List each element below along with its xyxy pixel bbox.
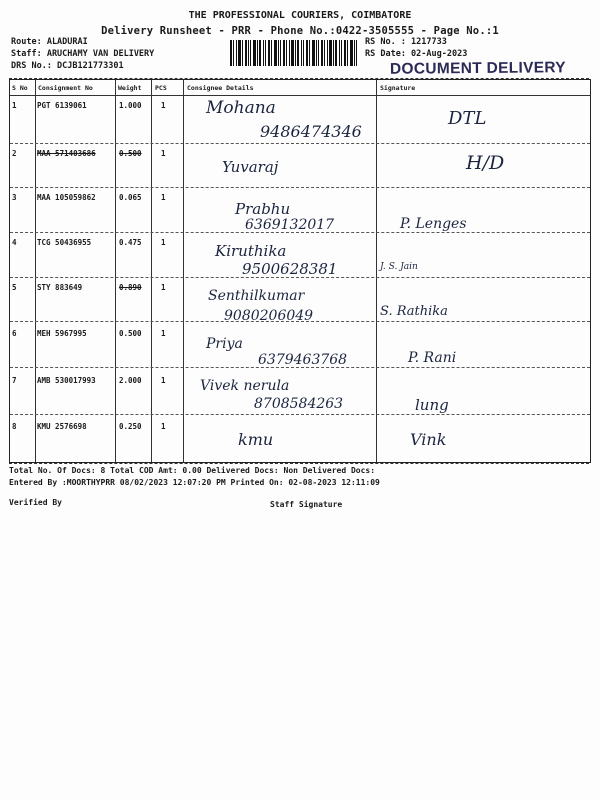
col-header-consignee: Consignee Details bbox=[187, 84, 254, 92]
totals-line: Total No. Of Docs: 8 Total COD Amt: 0.00 Delivered Docs: Non Delivered Docs: bbox=[9, 466, 376, 475]
signature: P. Lenges bbox=[400, 216, 467, 232]
signature: J. S. Jain bbox=[380, 262, 418, 272]
header-divider bbox=[10, 95, 590, 96]
table-cell-sno: 2 bbox=[12, 149, 17, 158]
row-divider bbox=[10, 187, 590, 188]
col-divider bbox=[115, 80, 116, 462]
table-cell-pcs: 1 bbox=[161, 101, 166, 110]
table-cell-consignment: MEH 5967995 bbox=[37, 329, 87, 338]
table-cell-pcs: 1 bbox=[161, 376, 166, 385]
consignee-phone: 6369132017 bbox=[245, 217, 335, 233]
runsheet-table bbox=[9, 79, 591, 463]
signature: P. Rani bbox=[408, 350, 457, 366]
col-header-consignment: Consignment No bbox=[38, 84, 93, 92]
row-divider bbox=[10, 414, 590, 415]
table-cell-weight: 0.250 bbox=[119, 422, 142, 431]
signature: S. Rathika bbox=[380, 304, 448, 319]
table-cell-consignment: STY 883649 bbox=[37, 283, 83, 292]
consignee-phone: 9500628381 bbox=[242, 260, 338, 278]
consignee-name: Prabhu bbox=[235, 200, 291, 218]
consignee-name: kmu bbox=[238, 430, 274, 449]
table-cell-weight: 0.890 bbox=[119, 283, 142, 292]
barcode bbox=[230, 40, 357, 66]
staff-label: Staff: ARUCHAMY VAN DELIVERY bbox=[11, 49, 155, 59]
company-title: THE PROFESSIONAL COURIERS, COIMBATORE bbox=[188, 10, 412, 21]
consignee-phone: 9080206049 bbox=[224, 308, 314, 324]
drs-number: DRS No.: DCJB121773301 bbox=[11, 61, 124, 71]
col-header-sno: S No bbox=[12, 84, 28, 92]
consignee-name: Yuvaraj bbox=[222, 158, 279, 176]
table-cell-sno: 6 bbox=[12, 329, 17, 338]
table-cell-pcs: 1 bbox=[161, 283, 166, 292]
signature: DTL bbox=[448, 108, 487, 129]
table-cell-pcs: 1 bbox=[161, 193, 166, 202]
table-cell-weight: 0.500 bbox=[119, 329, 142, 338]
table-cell-weight: 0.500 bbox=[119, 149, 142, 158]
table-cell-consignment: TCG 50436955 bbox=[37, 238, 92, 247]
entered-by-line: Entered By :MOORTHYPRR 08/02/2023 12:07:20 PM Printed On: 02-08-2023 12:11:09 bbox=[9, 478, 380, 487]
table-cell-sno: 3 bbox=[12, 193, 17, 202]
table-cell-weight: 1.000 bbox=[119, 101, 142, 110]
consignee-name: Vivek nerula bbox=[200, 378, 290, 394]
signature: lung bbox=[415, 396, 449, 414]
table-cell-sno: 5 bbox=[12, 283, 17, 292]
table-cell-pcs: 1 bbox=[161, 422, 166, 431]
signature: Vink bbox=[410, 430, 447, 449]
consignee-name: Senthilkumar bbox=[208, 288, 305, 304]
row-divider bbox=[10, 143, 590, 144]
consignee-name: Mohana bbox=[206, 98, 276, 118]
verified-by-label: Verified By bbox=[9, 498, 62, 507]
table-cell-sno: 8 bbox=[12, 422, 17, 431]
table-cell-weight: 0.475 bbox=[119, 238, 142, 247]
table-cell-sno: 4 bbox=[12, 238, 17, 247]
col-divider bbox=[183, 80, 184, 462]
table-cell-sno: 7 bbox=[12, 376, 17, 385]
route-label: Route: ALADURAI bbox=[11, 37, 88, 47]
document-delivery-stamp: DOCUMENT DELIVERY bbox=[389, 59, 566, 78]
table-cell-pcs: 1 bbox=[161, 329, 166, 338]
table-cell-consignment: PGT 6139061 bbox=[37, 101, 87, 110]
consignee-name: Kiruthika bbox=[215, 242, 287, 260]
col-divider bbox=[151, 80, 152, 462]
table-cell-consignment: KMU 2576698 bbox=[37, 422, 87, 431]
table-bottom-divider bbox=[9, 463, 589, 464]
rs-date: RS Date: 02-Aug-2023 bbox=[365, 49, 468, 59]
table-cell-weight: 2.000 bbox=[119, 376, 142, 385]
table-cell-consignment: MAA 571403686 bbox=[37, 149, 96, 158]
col-header-signature: Signature bbox=[380, 84, 416, 92]
consignee-phone: 6379463768 bbox=[258, 352, 348, 368]
consignee-phone: 8708584263 bbox=[254, 396, 344, 412]
col-header-weight: Weight bbox=[118, 84, 142, 92]
consignee-name: Priya bbox=[206, 336, 243, 352]
table-cell-pcs: 1 bbox=[161, 149, 166, 158]
col-divider bbox=[35, 80, 36, 462]
table-cell-consignment: AMB 530017993 bbox=[37, 376, 96, 385]
table-cell-consignment: MAA 105059862 bbox=[37, 193, 96, 202]
signature: H/D bbox=[466, 152, 505, 174]
table-cell-weight: 0.065 bbox=[119, 193, 142, 202]
col-header-pcs: PCS bbox=[155, 84, 167, 92]
col-divider bbox=[376, 80, 377, 462]
table-cell-sno: 1 bbox=[12, 101, 17, 110]
rs-number: RS No. : 1217733 bbox=[365, 37, 447, 47]
runsheet-subtitle: Delivery Runsheet - PRR - Phone No.:0422-3505555 - Page No.:1 bbox=[101, 25, 499, 37]
consignee-phone: 9486474346 bbox=[260, 122, 362, 141]
staff-signature-label: Staff Signature bbox=[270, 500, 343, 509]
table-cell-pcs: 1 bbox=[161, 238, 166, 247]
